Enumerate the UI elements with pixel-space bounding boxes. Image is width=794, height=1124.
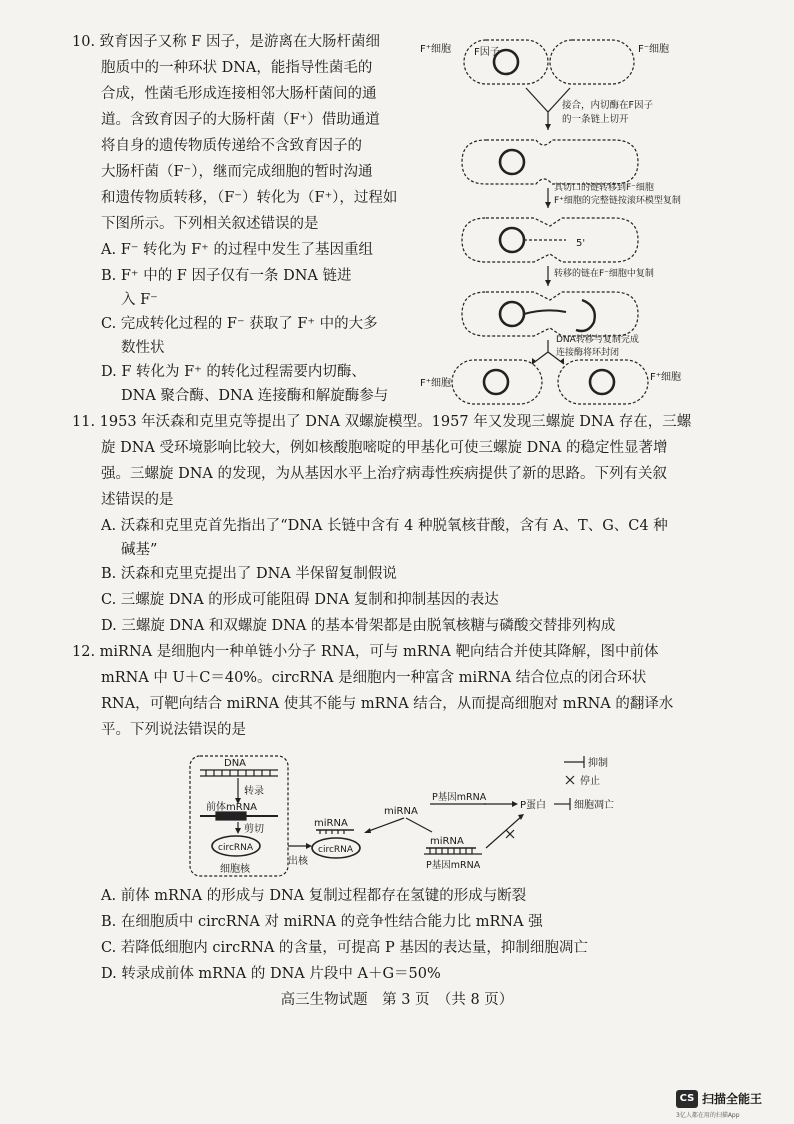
q11-option-d: D. 三螺旋 DNA 和双螺旋 DNA 的基本骨架都是由脱氧核糖与磷酸交替排列构成 <box>101 618 616 634</box>
q10-line: 大肠杆菌（F⁻），继而完成细胞的暂时沟通 <box>101 164 373 180</box>
label-mirna-free: miRNA <box>384 806 418 817</box>
label-f-plus-cell: F⁺细胞 <box>420 44 452 55</box>
q12-option-b: B. 在细胞质中 circRNA 对 miRNA 的竞争性结合能力比 mRNA 强 <box>101 914 543 930</box>
q12-line: mRNA 中 U＋C＝40%。circRNA 是细胞内一种富含 miRNA 结合位点的闭合环状 <box>101 670 647 686</box>
q10-line: 和遗传物质转移，（F⁻）转化为（F⁺），过程如 <box>101 190 398 206</box>
step4-line2: 连接酶将环封闭 <box>556 348 620 358</box>
label-nucleus: 细胞核 <box>220 864 250 875</box>
q12-option-a: A. 前体 mRNA 的形成与 DNA 复制过程都存在氢键的形成与断裂 <box>101 888 527 904</box>
q10-option-b: B. F⁺ 中的 F 因子仅有一条 DNA 链进 <box>101 268 352 284</box>
scanner-app-name: 扫描全能王 <box>702 1092 763 1106</box>
q10-option-d: D. F 转化为 F⁺ 的转化过程需要内切酶、 <box>101 364 366 380</box>
q10-line: 道。含致育因子的大肠杆菌（F⁺）借助通道 <box>101 112 380 128</box>
legend-stop: 停止 <box>580 776 600 787</box>
page-footer: 高三生物试题 第 3 页 （共 8 页） <box>280 992 514 1008</box>
q10-line: 将自身的遗传物质传递给不含致育因子的 <box>101 138 362 154</box>
label-apoptosis: 细胞凋亡 <box>574 800 614 811</box>
label-mirna-low: miRNA <box>430 836 464 847</box>
q10-option-c-cont: 数性状 <box>121 340 165 356</box>
q11-option-a: A. 沃森和克里克首先指出了“DNA 长链中含有 4 种脱氧核苷酸，含有 A、T、G、C4 种 <box>101 518 668 534</box>
q10-option-c: C. 完成转化过程的 F⁻ 获取了 F⁺ 中的大多 <box>101 316 378 332</box>
q11-line: 述错误的是 <box>101 492 174 508</box>
label-bottom-right: F⁺细胞 <box>650 372 682 383</box>
step4-line1: DNA转移与复制完成 <box>556 335 639 345</box>
q10-line: 合成，性菌毛形成连接相邻大肠杆菌间的通 <box>101 86 377 102</box>
label-circrna-cytoplasm: circRNA <box>318 845 354 855</box>
five-prime-label: 5' <box>576 238 586 249</box>
camscanner-logo-icon: CS <box>676 1090 698 1108</box>
label-bottom-left: F⁺细胞 <box>420 378 452 389</box>
q12-line: 平。下列说法错误的是 <box>101 722 246 738</box>
q11-option-b: B. 沃森和克里克提出了 DNA 半保留复制假说 <box>101 566 397 582</box>
q10-line: 胞质中的一种环状 DNA，能指导性菌毛的 <box>101 60 373 76</box>
q11-line: 强。三螺旋 DNA 的发现，为从基因水平上治疗病毒性疾病提供了新的思路。下列有关叙 <box>101 466 667 482</box>
scanner-tagline: 3亿人都在用的扫描App <box>676 1112 740 1119</box>
scanner-watermark <box>676 1088 786 1118</box>
q10-option-d-cont: DNA 聚合酶、DNA 连接酶和解旋酶参与 <box>121 388 389 404</box>
step2-line1: 其切口的链转移到F⁻细胞 <box>554 183 654 193</box>
label-p-mrna-top: P基因mRNA <box>432 792 487 803</box>
label-f-minus-cell: F⁻细胞 <box>638 44 670 55</box>
label-p-protein: P蛋白 <box>520 800 547 811</box>
q12-option-c: C. 若降低细胞内 circRNA 的含量，可提高 P 基因的表达量，抑制细胞凋亡 <box>101 940 588 956</box>
step1-line1: 接合，内切酶在F因子 <box>562 100 653 111</box>
q12-line: 12. miRNA 是细胞内一种单链小分子 RNA，可与 mRNA 靶向结合并使其降解，图中前体 <box>72 644 659 660</box>
label-splicing: 剪切 <box>244 824 264 835</box>
label-circrna-nucleus: circRNA <box>218 843 254 853</box>
label-transcription: 转录 <box>244 786 264 797</box>
legend-inhibit: 抑制 <box>588 758 608 769</box>
f-factor-transfer-diagram <box>416 30 716 410</box>
q11-line: 旋 DNA 受环境影响比较大，例如核酸胞嘧啶的甲基化可使三螺旋 DNA 的稳定性显著增 <box>101 440 668 456</box>
q10-line: 10. 致育因子又称 F 因子，是游离在大肠杆菌细 <box>72 34 380 50</box>
label-mirna-bound: miRNA <box>314 818 348 829</box>
label-p-mrna-low: P基因mRNA <box>426 860 481 871</box>
step3-label: 转移的链在F⁻细胞中复制 <box>554 269 654 279</box>
f-minus-cell-outline <box>550 40 634 84</box>
q12-option-d: D. 转录成前体 mRNA 的 DNA 片段中 A＋G＝50% <box>101 966 441 982</box>
q11-line: 11. 1953 年沃森和克里克等提出了 DNA 双螺旋模型。1957 年又发现三螺旋 DNA 存在，三螺 <box>72 414 692 430</box>
label-f-factor: F因子 <box>474 47 500 58</box>
label-dna: DNA <box>224 758 247 769</box>
label-pre-mrna: 前体mRNA <box>206 802 258 813</box>
step2-line2: F⁺细胞的完整链按滚环模型复制 <box>554 196 681 206</box>
q10-line: 下图所示。下列相关叙述错误的是 <box>101 216 319 232</box>
q11-option-a-cont: 碱基” <box>121 542 158 558</box>
label-export: 出核 <box>288 856 308 867</box>
step1-line2: 的一条链上切开 <box>562 114 629 125</box>
q12-line: RNA，可靶向结合 miRNA 使其不能与 mRNA 结合，从而提高细胞对 mRNA 的翻译水 <box>101 696 674 712</box>
q10-option-a: A. F⁻ 转化为 F⁺ 的过程中发生了基因重组 <box>101 242 373 258</box>
q11-option-c: C. 三螺旋 DNA 的形成可能阻碍 DNA 复制和抑制基因的表达 <box>101 592 499 608</box>
mirna-circrna-diagram <box>186 748 706 880</box>
q10-option-b-cont: 入 F⁻ <box>121 292 158 308</box>
